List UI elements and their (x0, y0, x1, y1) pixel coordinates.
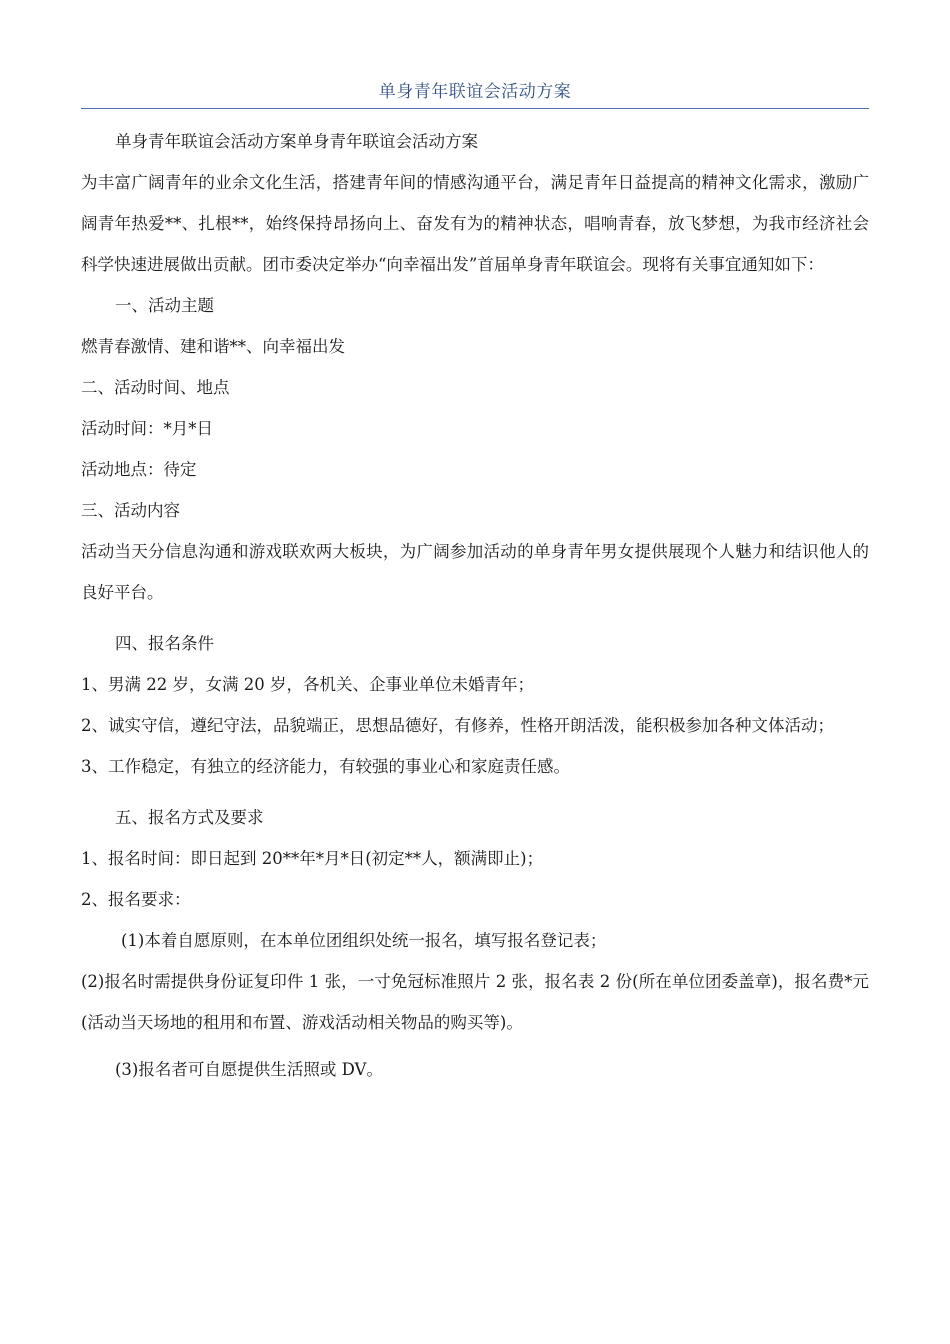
section3-text: 活动当天分信息沟通和游戏联欢两大板块，为广阔参加活动的单身青年男女提供展现个人魅力和结识他人的良好平台。 (81, 542, 869, 602)
section4-item-3: 3、工作稳定，有独立的经济能力，有较强的事业心和家庭责任感。 (81, 757, 570, 776)
section2-time: 活动时间：*月*日 (81, 419, 213, 438)
section4-item-2: 2、诚实守信，遵纪守法，品貌端正，思想品德好，有修养，性格开朗活泼，能积极参加各种文体活动； (81, 716, 834, 735)
section5-requirement-3: (3)报名者可自愿提供生活照或 DV。 (115, 1060, 383, 1079)
section1-text: 燃青春激情、建和谐**、向幸福出发 (81, 337, 345, 356)
section4-heading: 四、报名条件 (115, 634, 214, 653)
subtitle: 单身青年联谊会活动方案单身青年联谊会活动方案 (115, 132, 478, 151)
section2-heading: 二、活动时间、地点 (81, 378, 230, 397)
intro-paragraph: 为丰富广阔青年的业余文化生活，搭建青年间的情感沟通平台，满足青年日益提高的精神文化需求，激励广阔青年热爱**、扎根**，始终保持昂扬向上、奋发有为的精神状态，唱响青春，放飞梦想，为我市经济社会科学快速进展做出贡献。团市委决定举办“向幸福出发”首届单身青年联谊会。现将有关事宜通知如下： (81, 173, 869, 274)
section1-heading: 一、活动主题 (115, 296, 214, 315)
section5-heading: 五、报名方式及要求 (115, 808, 264, 827)
document-body (81, 121, 869, 1090)
section3-heading: 三、活动内容 (81, 501, 180, 520)
section5-requirement-2: (2)报名时需提供身份证复印件 1 张，一寸免冠标准照片 2 张，报名表 2 份(所在单位团委盖章)，报名费*元(活动当天场地的租用和布置、游戏活动相关物品的购买等)。 (81, 972, 869, 1032)
section4-item-1: 1、男满 22 岁，女满 20 岁，各机关、企事业单位未婚青年； (81, 675, 534, 694)
section5-requirement-1: (1)本着自愿原则，在本单位团组织处统一报名，填写报名登记表； (121, 931, 607, 950)
section5-item-2: 2、报名要求： (81, 890, 191, 909)
document-header (81, 76, 869, 109)
section5-item-1: 1、报名时间：即日起到 20**年*月*日(初定**人，额满即止)； (81, 849, 544, 868)
header-title: 单身青年联谊会活动方案 (378, 82, 572, 102)
section2-place: 活动地点：待定 (81, 460, 197, 479)
